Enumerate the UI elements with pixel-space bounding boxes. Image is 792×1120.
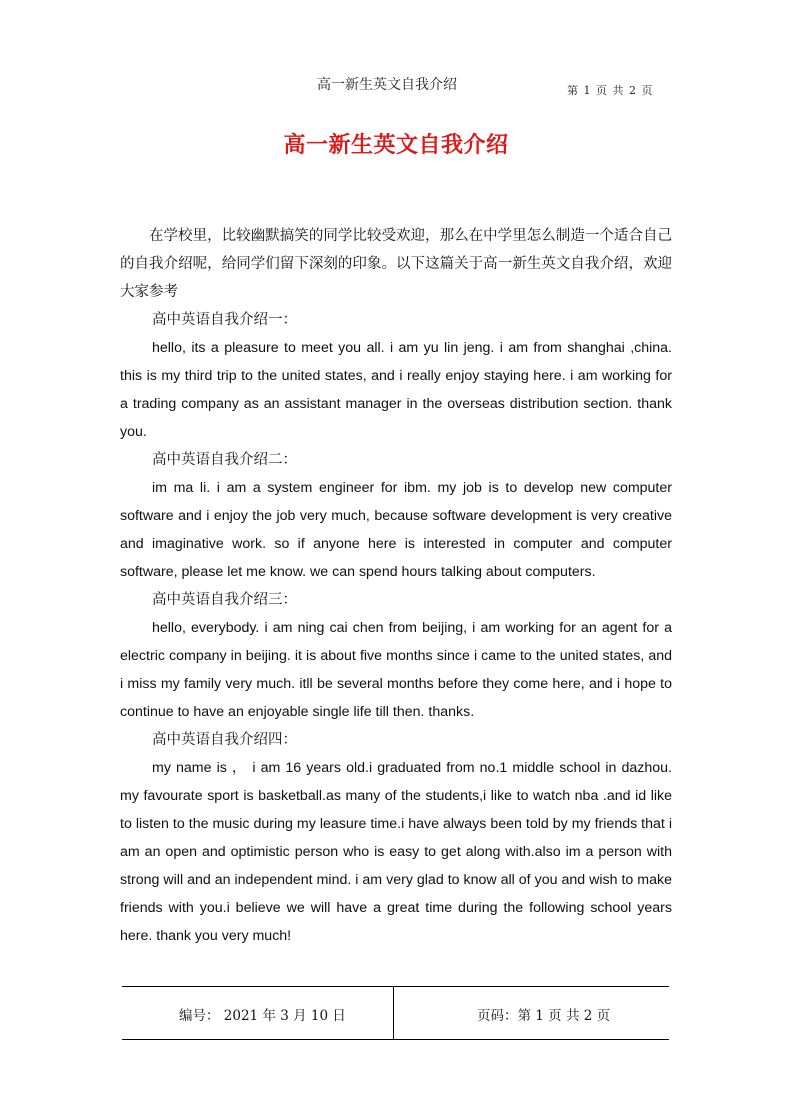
document-body <box>120 222 672 950</box>
running-header-page-info: 第 1 页 共 2 页 <box>567 84 654 97</box>
footer-document-number: 编号： 2021 年 3 月 10 日 <box>179 1008 346 1024</box>
section-text-1: hello, its a pleasure to meet you all. i am yu lin jeng. i am from shanghai ,china. this is my third trip to the united states, and i really enjoy staying here. i am working for a trading company as an assistant manager in the overseas distribution section. thank you. <box>120 340 672 440</box>
section-text-4: my name is ， i am 16 years old.i graduated from no.1 middle school in dazhou. my favourate sport is basketball.as many of the students,i like to watch nba .and id like to listen to the music during my leasure time.i have always been told by my friends that i am an open and optimistic person who is easy to get along with.also im a person with strong will and an independent mind. i am very glad to know all of you and wish to make friends with you.i believe we will have a great time during the following school years here. thank you very much! <box>120 760 672 944</box>
footer-page-number: 页码：第 1 页 共 2 页 <box>477 1008 611 1024</box>
footer-divider <box>393 987 394 1039</box>
footer-table <box>122 986 669 1040</box>
document-title: 高一新生英文自我介绍 <box>283 132 509 158</box>
intro-paragraph: 在学校里，比较幽默搞笑的同学比较受欢迎，那么在中学里怎么制造一个适合自己的自我介绍呢，给同学们留下深刻的印象。以下这篇关于高一新生英文自我介绍，欢迎大家参考 <box>120 228 672 300</box>
section-heading-3: 高中英语自我介绍三： <box>152 592 297 608</box>
section-heading-2: 高中英语自我介绍二： <box>152 452 297 468</box>
section-heading-1: 高中英语自我介绍一： <box>152 312 297 328</box>
section-text-2: im ma li. i am a system engineer for ibm. my job is to develop new computer software and i enjoy the job very much, because software development is very creative and imaginative work. so if anyone here is interested in computer and computer software, please let me know. we can spend hours talking about computers. <box>120 480 672 580</box>
section-text-3: hello, everybody. i am ning cai chen from beijing, i am working for an agent for a electric company in beijing. it is about five months since i came to the united states, and i miss my family very much. itll be several months before they come here, and i hope to continue to have an enjoyable single life till then. thanks. <box>120 620 672 720</box>
section-heading-4: 高中英语自我介绍四： <box>152 732 297 748</box>
running-header-title: 高一新生英文自我介绍 <box>317 77 457 93</box>
